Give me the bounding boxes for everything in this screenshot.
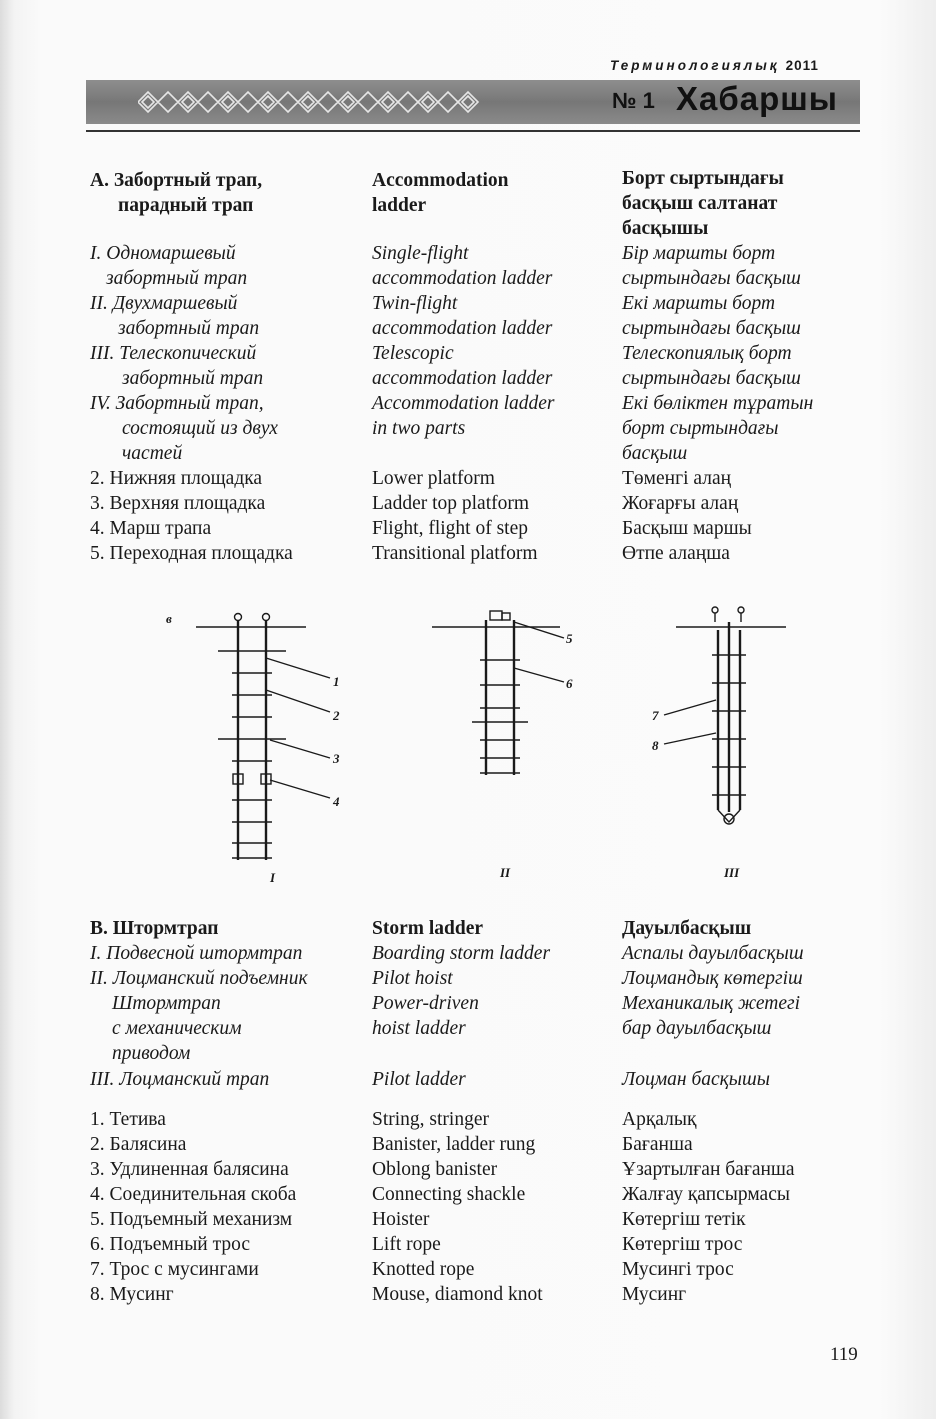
journal-subtitle: Терминологиялық 2011 xyxy=(610,58,819,73)
figure-label-7: 7 xyxy=(652,708,659,723)
figure-caption-iii: III xyxy=(724,865,740,880)
section-b-items-ru: I. Подвесной штормтрап II. Лоцманский подъемник Штормтрап с механическим приводом xyxy=(90,943,308,1064)
figure-label-8: 8 xyxy=(652,738,659,753)
figure-label-1: 1 xyxy=(333,674,340,689)
section-a-heading-kk: Борт сыртындағы басқыш салтанат басқышы xyxy=(622,168,784,239)
section-a-heading-ru: A. Забортный трап, парадный трап xyxy=(90,170,263,216)
section-a-items-kk: Бір маршты борт сыртындағы басқыш Екі маршты борт сыртындағы басқыш Телескопиялық борт сыртындағы басқыш Екі бөліктен тұратын борт сыртындағы басқыш xyxy=(622,243,814,464)
section-a-parts-ru: 2. Нижняя площадка 3. Верхняя площадка 4. Марш трапа 5. Переходная площадка xyxy=(90,468,293,564)
figure-label-4: 4 xyxy=(333,794,340,809)
section-b-item-3-en: Pilot ladder xyxy=(372,1069,466,1090)
section-b-item-3-kk: Лоцман басқышы xyxy=(622,1069,770,1090)
figure-label-b: в xyxy=(166,611,172,626)
ladder-ii-drawing xyxy=(432,611,564,775)
journal-year: 2011 xyxy=(785,58,819,73)
figure-label-6: 6 xyxy=(566,676,573,691)
section-a-items-ru: I. Одномаршевый забортный трап II. Двухмаршевый забортный трап III. Телескопический забортный трап IV. Забортный трап, состоящий из двух частей xyxy=(90,243,278,464)
ladder-iii-drawing xyxy=(664,607,786,824)
section-b-item-3-ru: III. Лоцманский трап xyxy=(90,1069,270,1090)
figure-label-3: 3 xyxy=(333,751,340,766)
figure-caption-ii: II xyxy=(500,865,511,880)
section-a-items-en: Single-flight accommodation ladder Twin-flight accommodation ladder Telescopic accommodation ladder Accommodation ladder in two parts xyxy=(372,243,555,439)
section-b-heading-en: Storm ladder xyxy=(372,918,484,939)
section-b-heading-ru: B. Штормтрап xyxy=(90,918,219,939)
section-b-parts-ru: 1. Тетива 2. Балясина 3. Удлиненная балясина 4. Соединительная скоба 5. Подъемный механизм 6. Подъемный трос 7. Трос с мусингами 8. Мусинг xyxy=(90,1109,297,1305)
section-b-parts-kk: Арқалық Бағанша Ұзартылған бағанша Жалғау қапсырмасы Көтергіш тетік Көтергіш трос Мусингі трос Мусинг xyxy=(622,1109,795,1305)
page-number: 119 xyxy=(830,1344,858,1365)
section-b-parts-en: String, stringer Banister, ladder rung Oblong banister Connecting shackle Hoister Lift rope Knotted rope Mouse, diamond knot xyxy=(372,1109,543,1305)
section-a-parts-en: Lower platform Ladder top platform Flight, flight of step Transitional platform xyxy=(372,468,538,564)
section-b-heading-kk: Дауылбасқыш xyxy=(622,918,752,939)
section-a-parts-kk: Төменгі алаң Жоғарғы алаң Басқыш маршы Өтпе алаңша xyxy=(622,468,752,564)
issue-number: № 1 xyxy=(612,88,655,113)
section-a-heading-en: Accommodation ladder xyxy=(372,170,509,216)
figure-label-2: 2 xyxy=(333,708,340,723)
figure-caption-i: I xyxy=(270,870,276,885)
ladder-i-drawing xyxy=(196,614,330,861)
section-b-items-kk: Аспалы дауылбасқыш Лоцмандық көтергіш Механикалық жетегі бар дауылбасқыш xyxy=(622,943,804,1039)
figure-label-5: 5 xyxy=(566,631,573,646)
section-b-items-en: Boarding storm ladder Pilot hoist Power-driven hoist ladder xyxy=(372,943,551,1039)
journal-title: Хабаршы xyxy=(676,80,838,117)
